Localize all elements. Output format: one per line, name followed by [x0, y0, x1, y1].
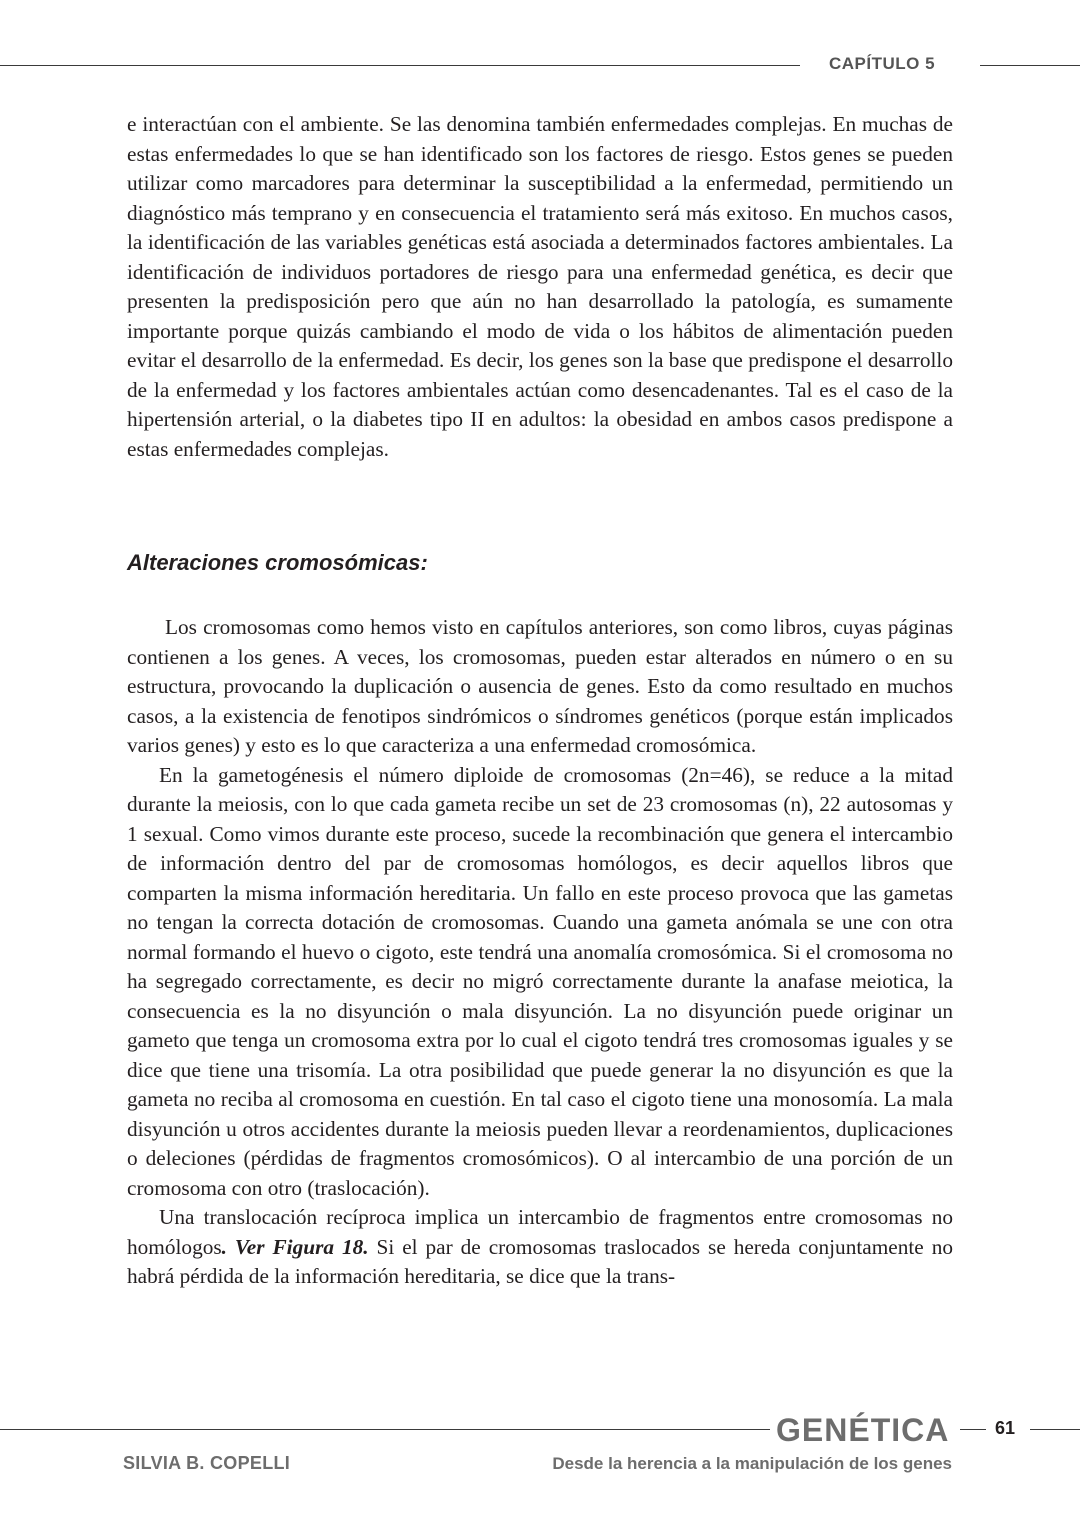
section-body	[127, 613, 953, 1292]
paragraph-intro: e interactúan con el ambiente. Se las denomina también enfermedades complejas. En muchas de estas enfermedades lo que se han identificado son los factores de riesgo. Estos genes se pueden utilizar como marcadores para determinar la susceptibilidad a la enfermedad, permitiendo un diagnóstico más temprano y en consecuencia el tratamiento será más exitoso. En muchos casos, la identificación de las variables genéticas está asociada a determinados factores ambientales. La identificación de individuos portadores de riesgo para una enfermedad genética, es decir que presenten la predisposición pero que aún no han desarrollado la patología, es sumamente importante porque quizás cambiando el modo de vida o los hábitos de alimentación pueden evitar el desarrollo de la enfermedad. Es decir, los genes son la base que predispone el desarrollo de la enfermedad y los factores ambientales actúan como desencadenantes. Tal es el caso de la hipertensión arterial, o la diabetes tipo II en adultos: la obesidad en ambos casos predispone a estas enfermedades complejas.	[127, 112, 953, 461]
header-rule-left	[0, 65, 800, 66]
paragraph-1: Los cromosomas como hemos visto en capítulos anteriores, son como libros, cuyas páginas contienen a los genes. A veces, los cromosomas, pueden estar alterados en número o en su estructura, provocando la duplicación o ausencia de genes. Esto da como resultado en muchos casos, a la existencia de fenotipos sindrómicos o síndromes genéticos (porque están implicados varios genes) y esto es lo que caracteriza a una enfermedad cromosómica.	[127, 615, 953, 757]
footer-rule-right	[1030, 1429, 1080, 1430]
figure-reference-link[interactable]: . Ver Figura 18.	[221, 1234, 369, 1259]
footer-rule-left	[0, 1429, 770, 1430]
paragraph-3-text-a: Una translocación recíproca implica un intercambio de fragmentos entre cromosomas no homólogos	[127, 1205, 953, 1259]
book-subtitle: Desde la herencia a la manipulación de los genes	[552, 1454, 952, 1473]
author-name: SILVIA B. COPELLI	[123, 1453, 291, 1473]
intro-block	[127, 110, 953, 464]
footer-rule-mid	[960, 1429, 986, 1430]
book-title: GENÉTICA	[776, 1412, 950, 1448]
page-number: 61	[995, 1418, 1016, 1438]
header-rule-right	[980, 65, 1080, 66]
section-heading: Alteraciones cromosómicas:	[127, 550, 428, 575]
chapter-label: CAPÍTULO 5	[829, 54, 936, 73]
paragraph-3-text-b: Si el par de cromosomas traslocados se hereda conjuntamente no habrá pérdida de la información hereditaria, se dice que la trans-	[127, 1234, 953, 1288]
paragraph-3	[127, 1203, 953, 1292]
paragraph-2: En la gametogénesis el número diploide de cromosomas (2n=46), se reduce a la mitad durante la meiosis, con lo que cada gameta recibe un set de 23 cromosomas (n), 22 autosomas y 1 sexual. Como vimos durante este proceso, sucede la recombinación que genera el intercambio de información dentro del par de cromosomas homólogos, es decir aquellos libros que comparten la misma información hereditaria. Un fallo en este proceso provoca que las gametas no tengan la correcta dotación de cromosomas. Cuando una gameta anómala se une con otra normal formando el huevo o cigoto, este tendrá una anomalía cromosómica. Si el cromosoma no ha segregado correctamente, es decir no migró correctamente durante la anafase meiotica, la consecuencia es la no disyunción o mala disyunción. La no disyunción puede originar un gameto que tenga un cromosoma extra por lo cual el cigoto tendrá tres cromosomas iguales y se dice que tiene una trisomía. La otra posibilidad que puede generar la no disyunción es que la gameta no reciba al cromosoma en cuestión. En tal caso el cigoto tiene una monosomía. La mala disyunción u otros accidentes durante la meiosis pueden llevar a reordenamientos, duplicaciones o deleciones (pérdidas de fragmentos cromosómicos). O al intercambio de una porción de un cromosoma con otro (traslocación).	[127, 762, 953, 1200]
